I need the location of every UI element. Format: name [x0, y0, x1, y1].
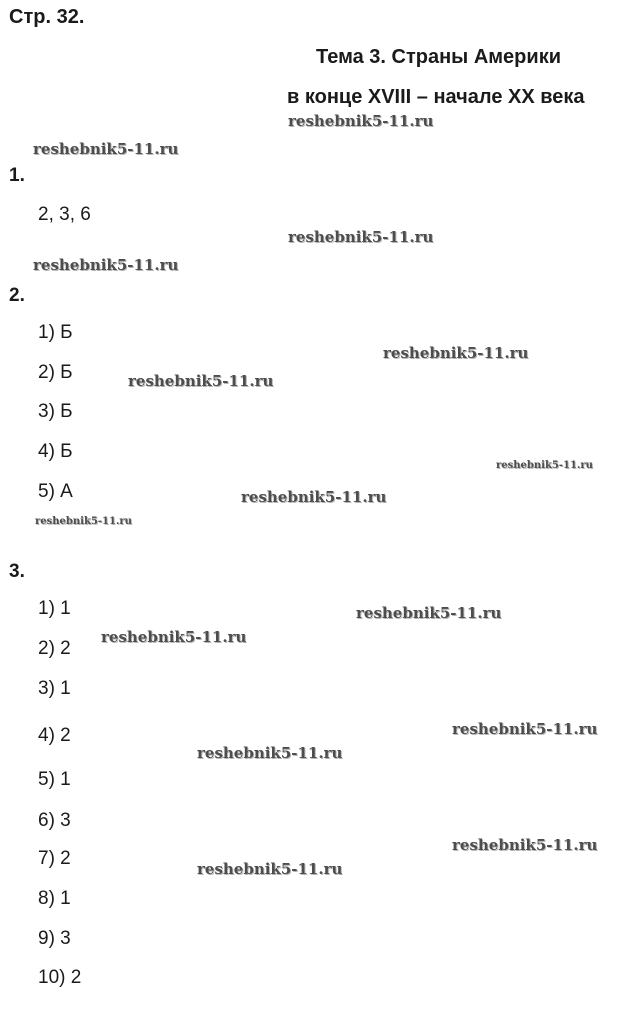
task-2-answer-5: 5) А — [38, 481, 73, 502]
watermark: reshebnik5-11.ru — [35, 516, 132, 527]
task-3-answer-9: 9) 3 — [38, 928, 71, 949]
task-3-answer-10: 10) 2 — [38, 967, 82, 988]
task-1-number: 1. — [9, 165, 25, 186]
task-2-answer-4: 4) Б — [38, 441, 73, 462]
task-2-number: 2. — [9, 285, 25, 306]
watermark: reshebnik5-11.ru — [383, 344, 529, 362]
task-2-answer-1: 1) Б — [38, 322, 73, 343]
task-3-number: 3. — [9, 561, 25, 582]
topic-subtitle: в конце XVIII – начале XX века — [287, 86, 585, 108]
task-3-answer-1: 1) 1 — [38, 598, 71, 619]
watermark: reshebnik5-11.ru — [452, 720, 598, 738]
task-2-answer-3: 3) Б — [38, 401, 73, 422]
watermark: reshebnik5-11.ru — [33, 140, 179, 158]
watermark: reshebnik5-11.ru — [452, 836, 598, 854]
page-number-label: Стр. 32. — [9, 6, 85, 28]
watermark: reshebnik5-11.ru — [288, 228, 434, 246]
watermark: reshebnik5-11.ru — [33, 256, 179, 274]
watermark: reshebnik5-11.ru — [356, 604, 502, 622]
task-3-answer-8: 8) 1 — [38, 888, 71, 909]
task-3-answer-7: 7) 2 — [38, 848, 71, 869]
task-3-answer-4: 4) 2 — [38, 725, 71, 746]
watermark: reshebnik5-11.ru — [197, 744, 343, 762]
task-3-answer-2: 2) 2 — [38, 638, 71, 659]
task-3-answer-3: 3) 1 — [38, 678, 71, 699]
task-3-answer-5: 5) 1 — [38, 769, 71, 790]
topic-title: Тема 3. Страны Америки — [316, 46, 561, 68]
task-3-answer-6: 6) 3 — [38, 810, 71, 831]
task-2-answer-2: 2) Б — [38, 362, 73, 383]
watermark: reshebnik5-11.ru — [101, 628, 247, 646]
task-1-answer: 2, 3, 6 — [38, 204, 91, 225]
watermark: reshebnik5-11.ru — [288, 112, 434, 130]
watermark: reshebnik5-11.ru — [128, 372, 274, 390]
watermark: reshebnik5-11.ru — [496, 460, 593, 471]
watermark: reshebnik5-11.ru — [241, 488, 387, 506]
watermark: reshebnik5-11.ru — [197, 860, 343, 878]
